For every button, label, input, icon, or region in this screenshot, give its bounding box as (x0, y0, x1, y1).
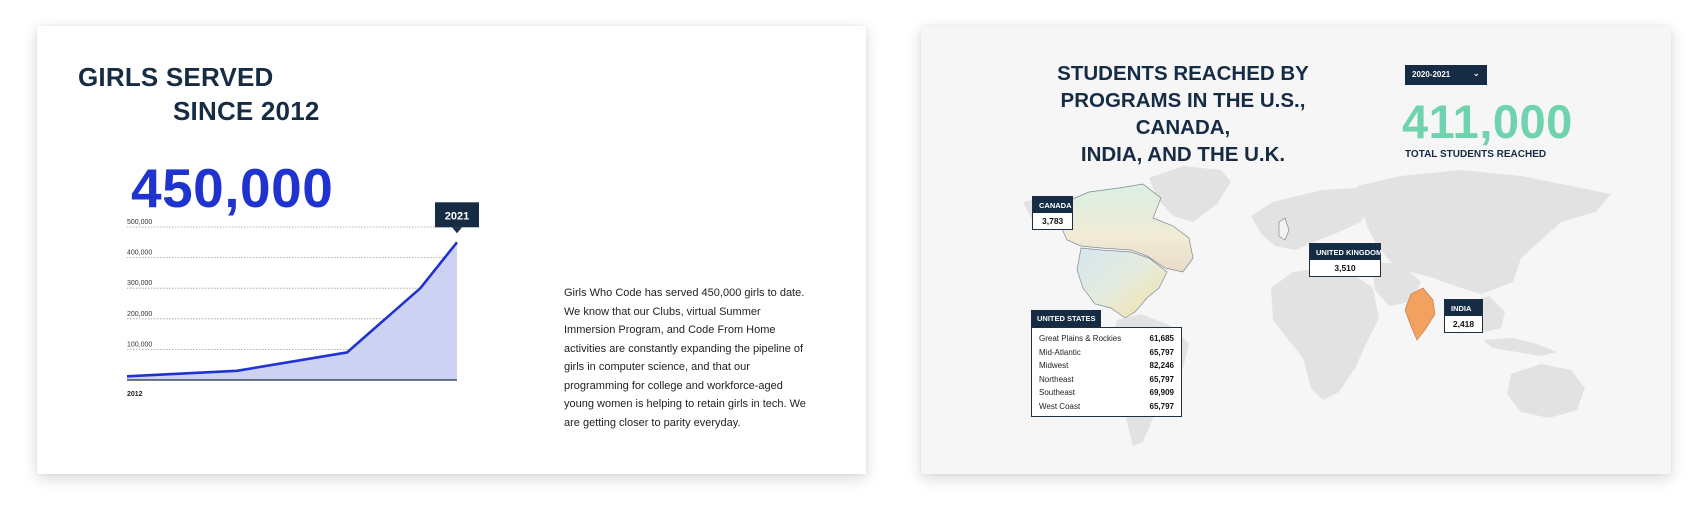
us-region-row (1039, 359, 1174, 373)
uk-tag[interactable] (1309, 243, 1381, 277)
students-reached-title-line: STUDENTS REACHED BY (1057, 62, 1309, 85)
us-region-value: 65,797 (1149, 347, 1174, 357)
tooltip-label: 2021 (444, 210, 470, 223)
canada-tag[interactable] (1032, 196, 1073, 230)
girls-served-title-line1: GIRLS SERVED (78, 62, 274, 92)
india-tag[interactable] (1444, 299, 1483, 333)
year-select-value: 2020-2021 (1412, 70, 1451, 79)
us-region-name: West Coast (1039, 401, 1081, 411)
x-tick-label: 2012 (127, 391, 143, 398)
tooltip-pointer (452, 227, 462, 233)
students-reached-title-line: PROGRAMS IN THE U.S., CANADA, (1060, 89, 1306, 139)
united-states-panel[interactable] (1031, 308, 1182, 417)
y-tick-label: 100,000 (127, 341, 153, 349)
australia-shape (1507, 364, 1585, 418)
students-reached-title-line: INDIA, AND THE U.K. (1080, 143, 1286, 166)
students-reached-title (1013, 60, 1353, 168)
us-region-value: 69,909 (1149, 388, 1174, 398)
girls-served-card (37, 26, 866, 474)
united-states-tag-name: UNITED STATES (1031, 310, 1101, 327)
us-region-row (1039, 400, 1174, 414)
us-region-value: 65,797 (1149, 401, 1174, 411)
uk-tag-name: UNITED KINGDOM (1310, 244, 1380, 260)
students-reached-total: 411,000 (1402, 95, 1573, 148)
year-select-dropdown[interactable] (1405, 65, 1487, 85)
canada-tag-value: 3,783 (1042, 216, 1064, 226)
united-states-region-table (1031, 327, 1182, 417)
girls-served-total: 450,000 (131, 157, 334, 219)
students-reached-card (921, 26, 1671, 474)
area-fill (127, 242, 457, 380)
us-region-name: Mid-Atlantic (1039, 347, 1081, 357)
canada-tag-name: CANADA (1033, 197, 1072, 213)
us-region-row (1039, 386, 1174, 400)
y-tick-label: 200,000 (127, 310, 153, 318)
us-region-value: 61,685 (1149, 334, 1174, 344)
india-tag-name: INDIA (1445, 300, 1482, 316)
girls-served-description: Girls Who Code has served 450,000 girls to date. We know that our Clubs, virtual Summer Immersion Program, and Code From Home activities are constantly expanding the pipeline of girls in computer science, and that our programming for college and workforce-aged young women is helping to retain girls in tech. We are getting closer to parity everyday. (564, 287, 806, 429)
india-tag-value: 2,418 (1452, 319, 1475, 329)
y-tick-label: 500,000 (127, 219, 153, 226)
africa-shape (1271, 268, 1379, 400)
y-tick-label: 300,000 (127, 280, 153, 288)
us-region-name: Southeast (1039, 388, 1076, 398)
y-tick-label: 400,000 (127, 249, 153, 257)
chevron-down-icon: ⌄ (1472, 68, 1480, 78)
us-region-name: Midwest (1039, 361, 1069, 371)
europe-shape (1251, 188, 1373, 250)
us-region-name: Great Plains & Rockies (1039, 334, 1122, 344)
uk-tag-value: 3,510 (1334, 263, 1356, 273)
greenland-shape (1149, 166, 1231, 222)
us-region-name: Northeast (1039, 374, 1074, 384)
us-region-value: 65,797 (1149, 374, 1174, 384)
indonesia-shape (1483, 338, 1557, 356)
girls-served-title-line2: SINCE 2012 (173, 96, 320, 126)
us-region-row (1039, 346, 1174, 360)
us-region-value: 82,246 (1149, 361, 1174, 371)
us-region-row (1039, 332, 1174, 346)
us-region-row (1039, 373, 1174, 387)
students-reached-total-label: TOTAL STUDENTS REACHED (1405, 149, 1547, 160)
